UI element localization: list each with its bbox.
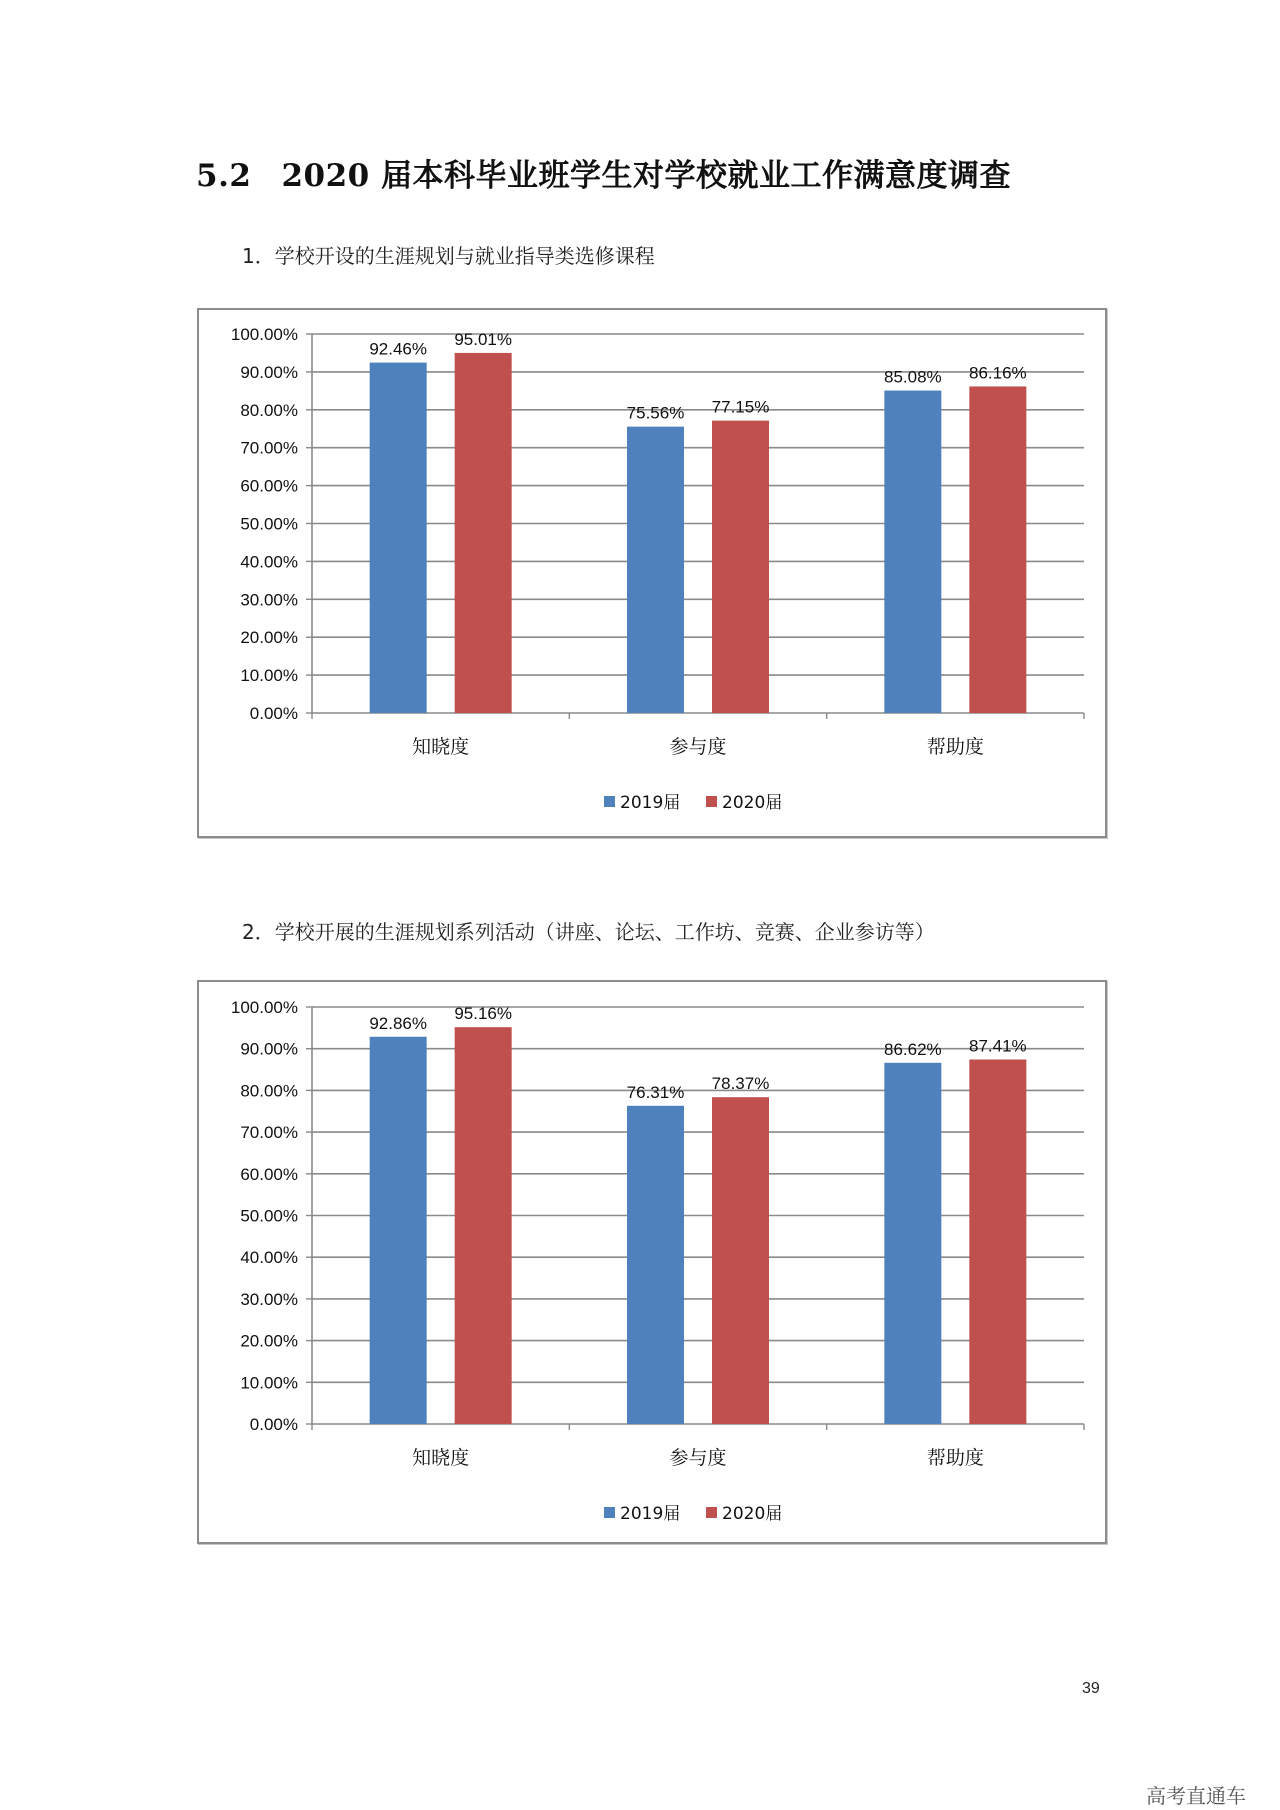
y-tick-label: 40.00% [240, 552, 298, 572]
y-tick-label: 40.00% [240, 1248, 298, 1268]
y-tick-label: 60.00% [240, 1164, 298, 1184]
page-number: 39 [1082, 1680, 1100, 1697]
data-label: 86.62% [883, 1039, 942, 1059]
y-tick-label: 0.00% [249, 704, 298, 723]
y-tick-label: 80.00% [240, 1081, 298, 1101]
chart-1-svg [199, 310, 1105, 836]
bar-2019届-参与度 [627, 427, 684, 713]
data-label: 78.37% [711, 1074, 770, 1094]
y-tick-label: 50.00% [240, 1206, 298, 1226]
data-label: 85.08% [883, 367, 942, 387]
bar-2020届-知晓度 [455, 1027, 512, 1424]
bar-2019届-帮助度 [884, 1063, 941, 1424]
x-category-label: 帮助度 [926, 736, 984, 758]
legend-swatch [706, 1507, 717, 1518]
data-label: 92.46% [369, 339, 428, 359]
x-category-label: 参与度 [669, 1447, 727, 1469]
x-category-label: 帮助度 [926, 1447, 984, 1469]
y-tick-label: 60.00% [240, 476, 298, 496]
data-label: 87.41% [968, 1036, 1027, 1056]
bar-2019届-参与度 [627, 1106, 684, 1424]
bar-2020届-参与度 [712, 1097, 769, 1424]
data-label: 75.56% [626, 403, 685, 423]
section-title [196, 150, 1011, 195]
y-tick-label: 20.00% [240, 628, 298, 648]
y-tick-label: 20.00% [240, 1331, 298, 1351]
y-tick-label: 70.00% [240, 438, 298, 458]
chart-2-svg [199, 982, 1105, 1542]
x-category-label: 知晓度 [412, 736, 470, 758]
y-tick-label: 10.00% [240, 1373, 298, 1393]
bar-2020届-知晓度 [455, 353, 512, 713]
data-label: 86.16% [968, 363, 1027, 383]
chart-2-frame [197, 980, 1107, 1544]
watermark: 高考直通车 [1146, 1784, 1246, 1808]
y-tick-label: 100.00% [230, 998, 298, 1017]
data-label: 95.16% [454, 1004, 513, 1024]
legend-swatch [604, 796, 615, 807]
section-number: 5.2 [196, 158, 252, 194]
y-tick-label: 50.00% [240, 514, 298, 534]
legend-label: 2019届 [620, 793, 681, 813]
chart-1-title: 1．学校开设的生涯规划与就业指导类选修课程 [242, 244, 655, 268]
chart-2-title: 2．学校开展的生涯规划系列活动（讲座、论坛、工作坊、竞赛、企业参访等） [242, 920, 935, 944]
data-label: 95.01% [454, 329, 513, 349]
data-label: 76.31% [626, 1082, 685, 1102]
x-category-label: 参与度 [669, 736, 727, 758]
data-label: 92.86% [369, 1013, 428, 1033]
y-tick-label: 0.00% [249, 1415, 298, 1434]
y-tick-label: 30.00% [240, 1289, 298, 1309]
bar-2019届-知晓度 [370, 1037, 427, 1424]
y-tick-label: 10.00% [240, 666, 298, 686]
bar-2020届-参与度 [712, 421, 769, 713]
legend-label: 2020届 [722, 793, 783, 813]
y-tick-label: 90.00% [240, 1039, 298, 1059]
bar-2019届-帮助度 [884, 391, 941, 713]
y-tick-label: 90.00% [240, 362, 298, 382]
bar-2019届-知晓度 [370, 363, 427, 713]
bar-2020届-帮助度 [969, 386, 1026, 713]
data-label: 77.15% [711, 397, 770, 417]
bar-2020届-帮助度 [969, 1060, 1026, 1424]
y-tick-label: 70.00% [240, 1123, 298, 1143]
chart-1-frame [197, 308, 1107, 838]
x-category-label: 知晓度 [412, 1447, 470, 1469]
legend-label: 2020届 [722, 1504, 783, 1524]
y-tick-label: 80.00% [240, 400, 298, 420]
legend-swatch [604, 1507, 615, 1518]
legend-swatch [706, 796, 717, 807]
legend-label: 2019届 [620, 1504, 681, 1524]
section-title-text: 2020 届本科毕业班学生对学校就业工作满意度调查 [281, 158, 1012, 194]
y-tick-label: 100.00% [230, 325, 298, 344]
y-tick-label: 30.00% [240, 590, 298, 610]
